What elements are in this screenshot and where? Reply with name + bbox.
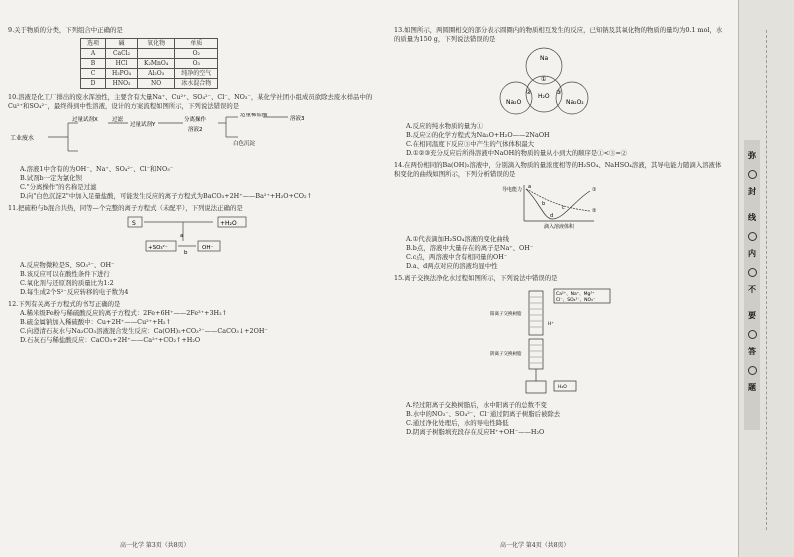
curve-2: ②: [592, 208, 597, 214]
binding-char: 线: [748, 212, 756, 222]
flow-reagent-y: 过量试剂Y: [130, 122, 156, 128]
q11-diagram: [8, 215, 376, 258]
binding-circle: [748, 232, 757, 241]
label-a: a: [180, 233, 184, 239]
binding-char: 不: [748, 284, 756, 294]
q13-stem: 13.如图所示，两圆圈相交的部分表示圆圈内的物质相互发生的反应，已知钠及其氧化物的物质的量均为0.1 mol，水的质量为150 g，下列说法错误的是: [394, 26, 723, 43]
table-cell: H₃PO₄: [106, 69, 138, 79]
binding-circle: [748, 330, 757, 339]
table-row: [81, 49, 218, 59]
flow-separation: 分离操作: [184, 117, 207, 123]
table-cell: K₂MnO₄: [138, 59, 175, 69]
binding-char: 封: [748, 186, 756, 196]
cut-line: [766, 30, 767, 530]
box-h2o: +H₂O: [220, 220, 237, 227]
point-a: a: [528, 184, 532, 190]
q14-option-b: B.b点，溶液中大量存在的离子是Na⁺、OH⁻: [406, 244, 534, 252]
binding-char: 答: [748, 346, 756, 356]
point-c: c: [562, 205, 565, 211]
label-h-ion: H⁺: [548, 322, 554, 327]
label-cations: Ca²⁺、Na⁺、Mg²⁺: [556, 292, 595, 297]
q13-option-d: D.①②③充分反应后所得溶液中NaOH的物质的量从小到大的顺序是①<③=②: [406, 149, 628, 157]
flow-white-precipitate: 白色沉淀: [233, 141, 256, 147]
box-s: S: [132, 220, 136, 227]
binding-char: 内: [748, 248, 756, 258]
q14-option-d: D.a、d两点对应的溶液均显中性: [406, 262, 498, 270]
q10-option-a: A.溶液1中含有的为OH⁻、Na⁺、SO₄²⁻、Cl⁻和NO₃⁻: [20, 165, 174, 173]
circle-na2o2: Na₂O₂: [566, 99, 584, 106]
table-cell: [138, 49, 175, 59]
flow-solution3: 溶液3: [290, 116, 305, 122]
q13-option-b: B.反应②的化学方程式为Na₂O+H₂O——2NaOH: [406, 131, 550, 139]
q9-stem: 9.关于物质的分类，下列组合中正确的是: [8, 26, 123, 34]
question-10: [8, 93, 376, 201]
table-row: [81, 69, 218, 79]
q12-option-a: A.稀米级Fe粉与稀硫酸反应的离子方程式：2Fe+6H⁺——2Fe³⁺+3H₂↑: [20, 309, 228, 317]
binding-circle: [748, 170, 757, 179]
q15-option-c: C.通过净化处理后，水的导电性降低: [406, 419, 509, 427]
label-b: b: [184, 250, 188, 255]
footer-right: 高一化学 第4页（共8页）: [500, 542, 570, 549]
flowchart-svg: [8, 113, 308, 159]
q10-option-b: B.试剂b一定为氯化钡: [20, 174, 82, 182]
q9-table: [80, 38, 218, 89]
axis-x-label: 滴入溶液体积: [544, 224, 575, 229]
ion-equation-svg: [8, 215, 268, 255]
q12-option-c: C.向澄清石灰水与Na₂CO₃溶液混合发生反应：Ca(OH)₂+CO₃²⁻——CaCO₃↓+2OH⁻: [20, 327, 268, 335]
table-cell: D: [81, 79, 106, 89]
q11-option-d: D.每生成2个S²⁻反应转移的电子数为4: [20, 288, 129, 296]
point-d: d: [550, 213, 554, 219]
label-anions: Cl⁻、SO₄²⁻、NO₃⁻: [556, 298, 596, 303]
q12-stem: 12.下列有关离子方程式的书写正确的是: [8, 300, 121, 308]
q11-option-b: B.该反应可以在酸性条件下进行: [20, 270, 110, 278]
flow-solution2: 溶液2: [188, 127, 203, 133]
circle-h2o: H₂O: [538, 93, 550, 100]
q15-option-a: A.经过阳离子交换树脂后，水中阳离子的总数不变: [406, 401, 547, 409]
flow-wastewater: 工业废水: [10, 135, 35, 142]
q15-stem: 15.离子交换法净化水过程如图所示，下列说法中错误的是: [394, 274, 558, 282]
table-cell: O₂: [175, 49, 218, 59]
q10-option-d: D.向"白色沉淀2"中加入足量盐酸，可能发生反应的离子方程式为BaCO₃+2H⁺——Ba²⁺+H₂O+CO₂↑: [20, 192, 312, 200]
q12-option-b: B.硫金属钠加入稀硫酸中：Cu+2H⁺——Cu²⁺+H₂↑: [20, 318, 171, 326]
q12-option-d: D.石灰石与稀盐酸反应：CaCO₃+2H⁺——Ca²⁺+CO₂↑+H₂O: [20, 336, 201, 344]
q9-header-option: 选项: [81, 39, 106, 49]
q10-flowchart: [8, 113, 376, 162]
binding-circle: [748, 268, 757, 277]
flow-filter: 过滤: [112, 117, 124, 123]
table-cell: Al₂O₃: [138, 69, 175, 79]
right-column: [394, 26, 724, 440]
table-cell: CaCl₂: [106, 49, 138, 59]
table-cell: HCl: [106, 59, 138, 69]
table-cell: 冰水混合物: [175, 79, 218, 89]
table-row: [81, 59, 218, 69]
q13-option-a: A.反应的纯水物质的量为①: [406, 122, 483, 130]
left-column: [8, 26, 376, 348]
q14-option-c: C.c点，两溶液中含有相同量的OH⁻: [406, 253, 508, 261]
question-14: [394, 161, 724, 271]
circle-na: Na: [540, 55, 549, 62]
box-so3: +SO₃²⁻: [148, 245, 168, 251]
footer-left: 高一化学 第3页（共8页）: [120, 542, 190, 549]
curve-1: ①: [592, 187, 597, 193]
table-row: [81, 79, 218, 89]
flow-reagent-x: 过量试剂X: [72, 117, 98, 123]
conductivity-graph-svg: [394, 181, 724, 229]
table-cell: B: [81, 59, 106, 69]
binding-char: 要: [748, 310, 756, 320]
q15-diagram: [394, 285, 724, 398]
table-cell: NO: [138, 79, 175, 89]
box-oh: OH⁻: [202, 245, 214, 251]
binding-circle: [748, 366, 757, 375]
q9-header-element: 单质: [175, 39, 218, 49]
question-15: [394, 274, 724, 437]
q13-venn: [394, 46, 724, 119]
region-2: ②: [526, 89, 532, 96]
label-cation-resin: 阳离子交换树脂: [490, 312, 522, 317]
q15-option-d: D.阴离子树脂填充段存在反应H⁺+OH⁻——H₂O: [406, 428, 545, 436]
q14-option-a: A.①代表滴加H₂SO₄溶液的变化曲线: [406, 235, 509, 243]
axis-y-label: 导电能力: [502, 187, 523, 193]
q10-option-c: C."分离操作"的名称是过滤: [20, 183, 97, 191]
q11-option-a: A.反应物微粒是S、SO₃²⁻、OH⁻: [20, 261, 115, 269]
binding-char: 题: [748, 382, 756, 392]
table-cell: A: [81, 49, 106, 59]
table-cell: C: [81, 69, 106, 79]
q13-option-c: C.在相同温度下反应③中产生的气体体积最大: [406, 140, 535, 148]
question-12: [8, 300, 376, 345]
label-water: H₂O: [558, 385, 567, 390]
q9-header-base: 碱: [106, 39, 138, 49]
table-cell: 纯净的空气: [175, 69, 218, 79]
question-11: [8, 204, 376, 297]
flow-hcl: 适量稀盐酸: [240, 113, 268, 118]
circle-na2o: Na₂O: [506, 99, 522, 106]
q14-graph: [394, 181, 724, 232]
binding-char: 弥: [748, 150, 756, 160]
label-anion-resin: 阴离子交换树脂: [490, 352, 522, 357]
q11-stem: 11.把硫粉与b混合共热，同等—个完整的离子方程式（未配平），下列说法正确的是: [8, 204, 243, 212]
q14-stem: 14.在两份相同的Ba(OH)₂溶液中，分别滴入物质的量浓度相等的H₂SO₄、NaHSO₄溶液，其导电能力随滴入溶液体积变化的曲线如图所示，下列分析错误的是: [394, 161, 722, 178]
question-13: [394, 26, 724, 158]
table-cell: HNO₃: [106, 79, 138, 89]
question-9: [8, 26, 376, 89]
q11-option-c: C.氧化剂与还原剂的质量比为1:2: [20, 279, 114, 287]
point-b: b: [542, 201, 546, 207]
region-1: ①: [541, 76, 547, 83]
table-cell: O₃: [175, 59, 218, 69]
q9-header-oxide: 氧化物: [138, 39, 175, 49]
q10-stem: 10.溶液是化工厂排出的废水浑浊性，主要含有大量Na⁺、Cu²⁺、SO₄²⁻、Cl⁻、NO₃⁻，某化学社团小组成员欲除去废水样品中的Cu²⁺和SO₄²⁻，最终得到中性溶液，设计的方案流程如图所示，下列说法错误的是: [8, 93, 373, 110]
region-3: ③: [556, 89, 562, 96]
ion-exchange-svg: [394, 285, 724, 395]
q15-option-b: B.水中的NO₃⁻、SO₄²⁻、Cl⁻通过阴离子树脂后被除去: [406, 410, 561, 418]
venn-svg: [394, 46, 724, 116]
